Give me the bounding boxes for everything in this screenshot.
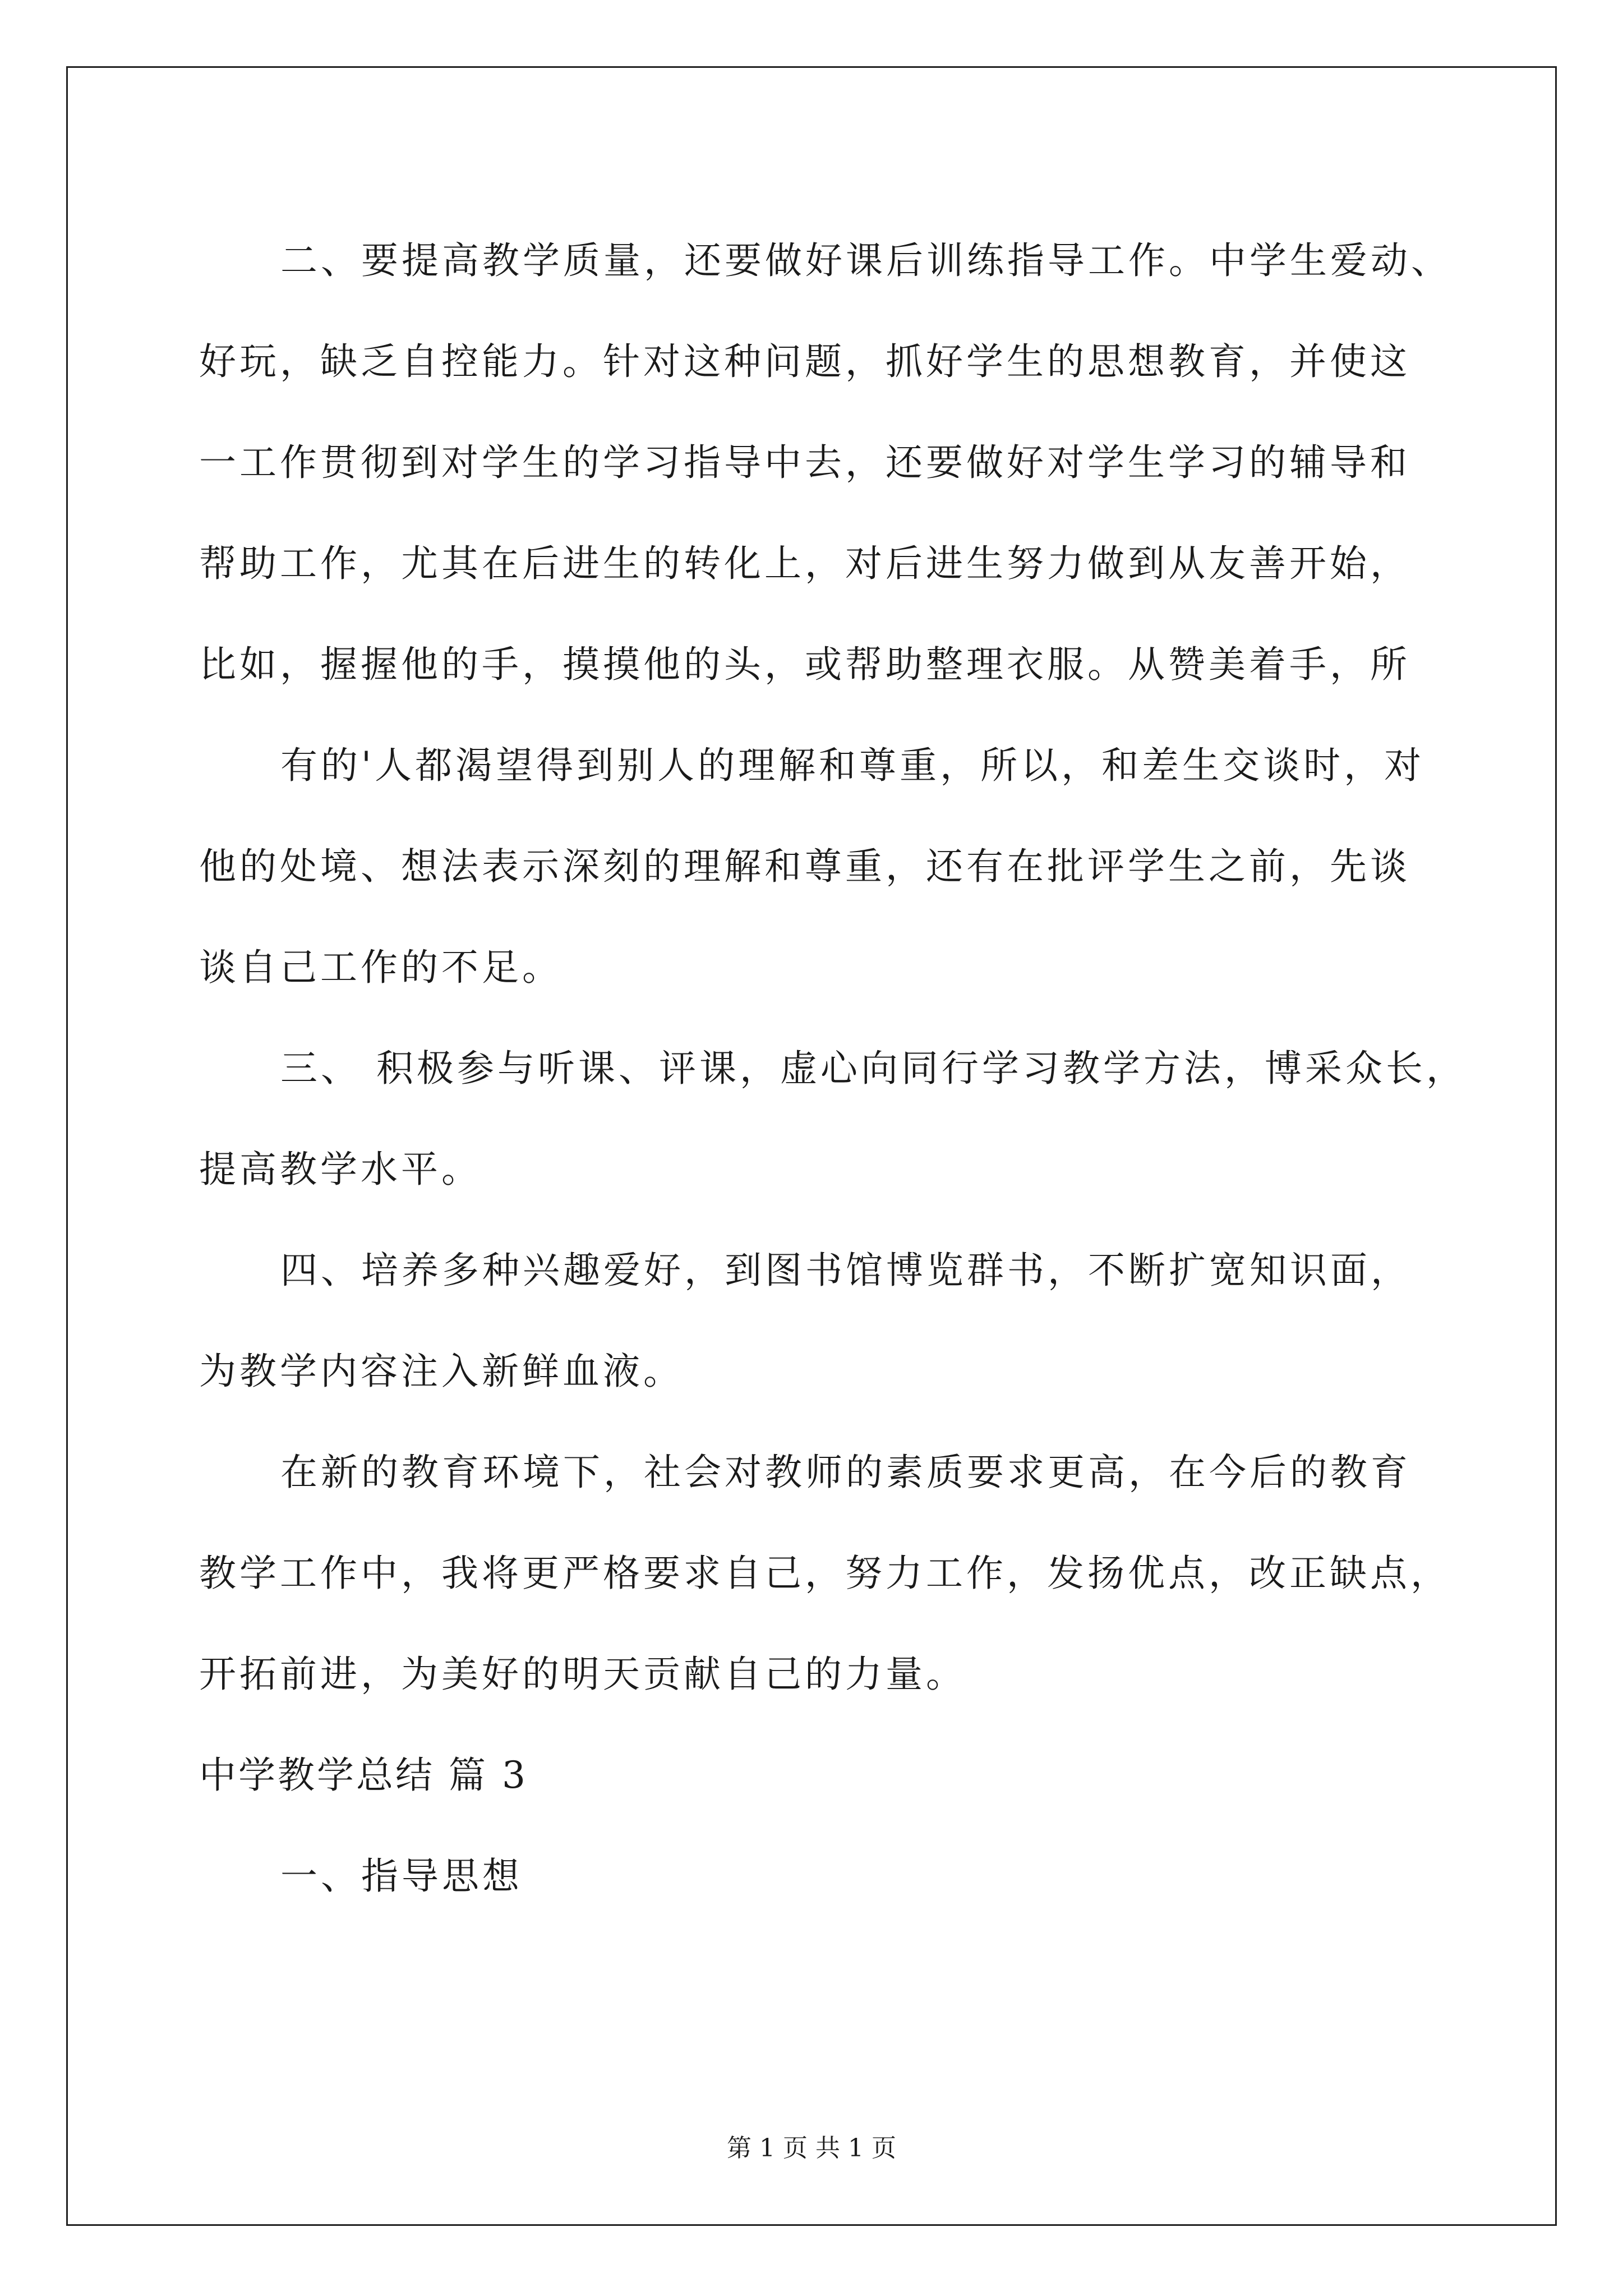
- text-line: 三、 积极参与听课、评课，虚心向同行学习教学方法，博采众长，: [280, 1047, 1467, 1090]
- text-line: 他的处境、想法表示深刻的理解和尊重，还有在批评学生之前，先谈: [199, 845, 1410, 888]
- text-line: 为教学内容注入新鲜血液。: [199, 1350, 684, 1393]
- page-footer: 第 1 页 共 1 页: [727, 2134, 896, 2162]
- text-line: 在新的教育环境下，社会对教师的素质要求更高，在今后的教育: [280, 1451, 1411, 1494]
- subsection-heading: 一、指导思想: [280, 1855, 523, 1898]
- text-line: 谈自己工作的不足。: [199, 946, 562, 989]
- document-body: [199, 210, 1467, 1927]
- section-heading: 中学教学总结 篇 3: [199, 1754, 528, 1797]
- text-line: 开拓前进，为美好的明天贡献自己的力量。: [199, 1653, 966, 1696]
- text-line: 教学工作中，我将更严格要求自己，努力工作，发扬优点，改正缺点，: [199, 1552, 1451, 1595]
- text-line: 好玩，缺乏自控能力。针对这种问题，抓好学生的思想教育，并使这: [199, 340, 1410, 383]
- text-line: 一工作贯彻到对学生的学习指导中去，还要做好对学生学习的辅导和: [199, 441, 1410, 484]
- text-line: 有的'人都渴望得到别人的理解和尊重，所以，和差生交谈时，对: [280, 744, 1425, 787]
- text-line: 二、要提高教学质量，还要做好课后训练指导工作。中学生爱动、: [280, 239, 1451, 282]
- text-line: 提高教学水平。: [199, 1148, 482, 1191]
- text-line: 四、培养多种兴趣爱好，到图书馆博览群书，不断扩宽知识面，: [280, 1249, 1411, 1292]
- text-line: 比如，握握他的手，摸摸他的头，或帮助整理衣服。从赞美着手，所: [199, 643, 1410, 686]
- text-line: 帮助工作，尤其在后进生的转化上，对后进生努力做到从友善开始，: [199, 542, 1410, 585]
